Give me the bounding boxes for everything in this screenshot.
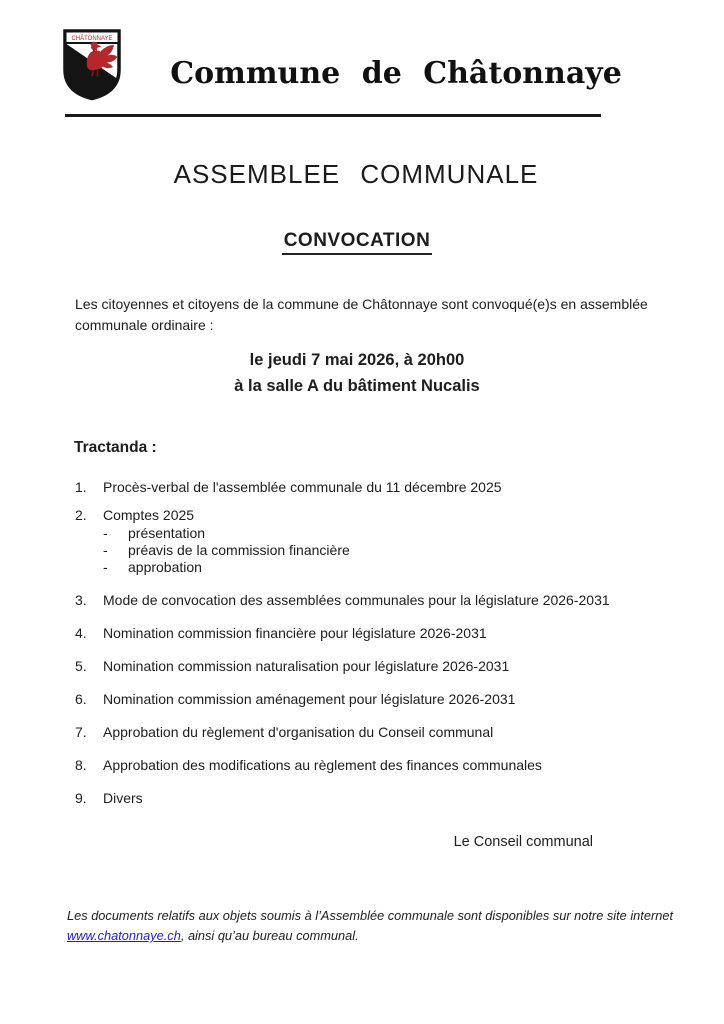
agenda-item-number: 1.: [75, 479, 87, 495]
commune-website-link[interactable]: www.chatonnaye.ch: [67, 928, 181, 943]
agenda-subitem: [103, 559, 655, 576]
footer-line-2: [67, 926, 673, 946]
agenda-subitem-text: préavis de la commission financière: [128, 542, 350, 558]
agenda-subitem: [103, 542, 655, 559]
intro-paragraph: [75, 294, 648, 336]
event-details: [0, 347, 714, 399]
footer-after-link: , ainsi qu’au bureau communal.: [180, 928, 359, 943]
agenda-item-number: 6.: [75, 691, 87, 707]
agenda-title: Tractanda :: [74, 439, 157, 456]
intro-line-1: Les citoyennes et citoyens de la commune de Châtonnaye sont convoqué(e)s en assemblée: [75, 296, 648, 312]
agenda-item-3: [75, 590, 655, 610]
agenda-item-1: [75, 477, 655, 497]
dash-marker: -: [103, 559, 108, 575]
footer-note: [67, 906, 673, 946]
agenda-item-number: 4.: [75, 625, 87, 641]
agenda-item-text: Comptes 2025: [103, 507, 195, 523]
agenda-item-text: Procès-verbal de l'assemblée communale du 11 décembre 2025: [103, 479, 502, 495]
agenda-item-number: 2.: [75, 507, 87, 523]
agenda-item-text: Approbation du règlement d'organisation du Conseil communal: [103, 724, 494, 740]
agenda-item-text: Mode de convocation des assemblées communales pour la législature 2026-2031: [103, 592, 610, 608]
agenda-item-text: Nomination commission financière pour législature 2026-2031: [103, 625, 487, 641]
convocation-heading-wrap: [0, 230, 714, 255]
event-datetime: le jeudi 7 mai 2026, à 20h00: [249, 351, 465, 369]
footer-line-1: Les documents relatifs aux objets soumis à l’Assemblée communale sont disponibles sur notre site internet: [67, 908, 674, 923]
agenda-item-4: [75, 623, 655, 643]
commune-coat-of-arms: [62, 28, 122, 101]
agenda-list: [75, 477, 655, 821]
agenda-item-number: 5.: [75, 658, 87, 674]
shield-banner-text: CHÂTONNAYE: [71, 36, 113, 42]
header-divider: [65, 114, 601, 117]
agenda-item-text: Nomination commission aménagement pour législature 2026-2031: [103, 691, 516, 707]
agenda-item-6: [75, 689, 655, 709]
agenda-item-number: 9.: [75, 790, 87, 806]
agenda-item-text: Approbation des modifications au règlement des finances communales: [103, 757, 542, 773]
agenda-item-text: Nomination commission naturalisation pour législature 2026-2031: [103, 658, 510, 674]
shield-icon: [62, 28, 122, 101]
agenda-item-8: [75, 755, 655, 775]
agenda-item-number: 7.: [75, 724, 87, 740]
agenda-subitem-text: approbation: [128, 559, 202, 575]
agenda-item-text: Divers: [103, 790, 143, 806]
agenda-item-7: [75, 722, 655, 742]
agenda-item-number: 3.: [75, 592, 87, 608]
intro-line-2: communale ordinaire :: [75, 317, 214, 333]
dash-marker: -: [103, 525, 108, 541]
agenda-item-9: [75, 788, 655, 808]
agenda-subitem: [103, 525, 655, 542]
convocation-heading: CONVOCATION: [282, 230, 433, 255]
dash-marker: -: [103, 542, 108, 558]
event-location: à la salle A du bâtiment Nucalis: [234, 377, 480, 395]
agenda-item-number: 8.: [75, 757, 87, 773]
agenda-item-5: [75, 656, 655, 676]
commune-title: Commune de Châtonnaye: [170, 56, 622, 91]
assembly-heading: ASSEMBLEE COMMUNALE: [173, 159, 539, 189]
agenda-item-2: [75, 505, 655, 525]
agenda-item-2-sublist: [103, 525, 655, 576]
agenda-subitem-text: présentation: [128, 525, 206, 541]
signature: Le Conseil communal: [453, 834, 593, 850]
